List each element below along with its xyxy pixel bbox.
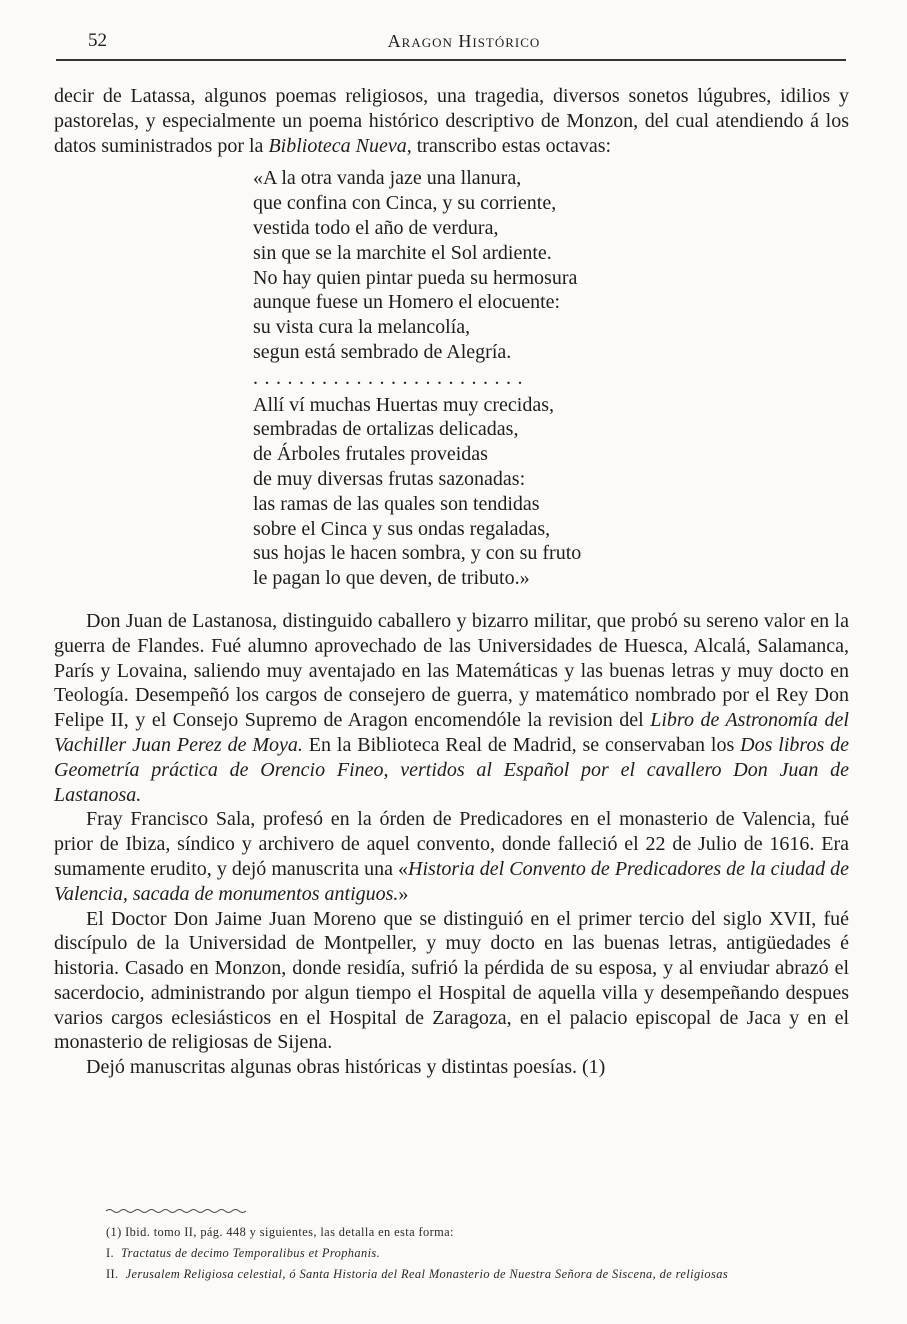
- paragraph-text: En la Biblioteca Real de Madrid, se conservaban los: [302, 733, 741, 756]
- footnote-rule: [106, 1208, 246, 1214]
- closing-paragraph: Dejó manuscritas algunas obras históricas y distintas poesías. (1): [86, 1056, 606, 1079]
- book-title: Libro de Astronomía del Vachiller Juan Perez de Moya.: [54, 709, 849, 756]
- paragraph-text: Don Juan de Lastanosa, distinguido caballero y bizarro militar, que probó su sereno valor en la guerra de Flandes. Fué alumno aprovechado de las Universidades de Huesca, Alcalá, Salamanca, París y Lovaina, saliendo muy aventajado en las Matemáticas y las buenas letras y muy docto en Teología. Desempeñó los cargos de consejero de guerra, y matemático nombrado por el Rey Don Felipe II, y el Consejo Supremo de Aragon encomendóle la revision del: [54, 609, 849, 732]
- intro-text: decir de Latassa, algunos poemas religiosos, una tragedia, diversos sonetos lúgubres, idilios y pastorelas, y especialmente un poema histórico descriptivo de Monzon, del cual atendiendo á los datos suministrados por la: [54, 85, 849, 157]
- intro-italic: Biblioteca Nueva,: [268, 134, 412, 157]
- running-title: Aragon Histórico: [387, 31, 541, 51]
- footnote-line: (1) Ibid. tomo II, pág. 448 y siguientes, las detalla en esta forma:: [106, 1225, 454, 1239]
- verse-block: [253, 166, 849, 591]
- verse-line: que confina con Cinca, y su corriente,: [253, 192, 557, 215]
- intro-paragraph: [54, 84, 849, 158]
- verse-line: las ramas de las quales son tendidas: [253, 492, 540, 515]
- verse-line: «A la otra vanda jaze una llanura,: [253, 167, 522, 190]
- verse-line: Allí ví muchas Huertas muy crecidas,: [253, 393, 555, 416]
- book-title: Dos libros de Geometría práctica de Orencio Fineo, vertidos al Español por el cavallero Don Juan de Lastanosa.: [54, 733, 850, 806]
- moreno-paragraph: [54, 907, 849, 1056]
- page-number: 52: [88, 30, 107, 51]
- footnote-line: [106, 1264, 846, 1285]
- footnote-number: I.: [106, 1246, 115, 1260]
- page-body: [54, 84, 849, 1080]
- verse-line: segun está sembrado de Alegría.: [253, 340, 512, 363]
- verse-line: No hay quien pintar pueda su hermosura: [253, 266, 578, 289]
- paragraph-text: Fray Francisco Sala, profesó en la órden de Predicadores en el monasterio de Valencia, fué prior de Ibiza, síndico y archivero de aquel convento, donde falleció el 22 de Julio de 1616. Era sumamente erudito, y dejó manuscrita una «: [54, 808, 849, 880]
- verse-line: de Árboles frutales proveidas: [253, 443, 488, 466]
- lastanosa-paragraph: [54, 609, 849, 807]
- footnotes: [106, 1222, 846, 1285]
- header-rule: [56, 59, 846, 61]
- sala-paragraph: [54, 807, 849, 906]
- footnote-line: [106, 1243, 846, 1264]
- intro-text-end: transcribo estas octavas:: [411, 134, 612, 157]
- paragraph-text: »: [398, 882, 409, 905]
- verse-line: vestida todo el año de verdura,: [253, 216, 499, 239]
- verse-ellipsis: ........................: [253, 366, 529, 389]
- footnote-title: Tractatus de decimo Temporalibus et Prophanis.: [121, 1246, 381, 1260]
- verse-line: le pagan lo que deven, de tributo.»: [253, 567, 530, 590]
- verse-line: aunque fuese un Homero el elocuente:: [253, 291, 561, 314]
- footnote-number: II.: [106, 1267, 119, 1281]
- book-title: Historia del Convento de Predicadores de la ciudad de Valencia, sacada de monumentos antiguos.: [54, 857, 849, 905]
- verse-line: su vista cura la melancolía,: [253, 316, 471, 339]
- verse-line: sembradas de ortalizas delicadas,: [253, 418, 519, 441]
- paragraph-text: El Doctor Don Jaime Juan Moreno que se distinguió en el primer tercio del siglo XVII, fué discípulo de la Universidad de Montpeller, y muy docto en las buenas letras, antigüedades é historia. Casado en Monzon, donde residía, sufrió la pérdida de su esposa, y al enviudar abrazó el sacerdocio, administrando por algun tiempo el Hospital de aquella villa y desempeñando despues varios cargos eclesiásticos en el Hospital de Zaragoza, en el palacio episcopal de Jaca y en el monasterio de religiosas de Sijena.: [54, 907, 849, 1054]
- verse-line: sus hojas le hacen sombra, y con su fruto: [253, 542, 582, 565]
- footnote-title: Jerusalem Religiosa celestial, ó Santa Historia del Real Monasterio de Nuestra Señora de Siscena, de religiosas: [125, 1267, 729, 1281]
- verse-line: sobre el Cinca y sus ondas regaladas,: [253, 517, 551, 540]
- page-header: [88, 30, 840, 56]
- verse-line: sin que se la marchite el Sol ardiente.: [253, 241, 552, 264]
- verse-line: de muy diversas frutas sazonadas:: [253, 467, 526, 490]
